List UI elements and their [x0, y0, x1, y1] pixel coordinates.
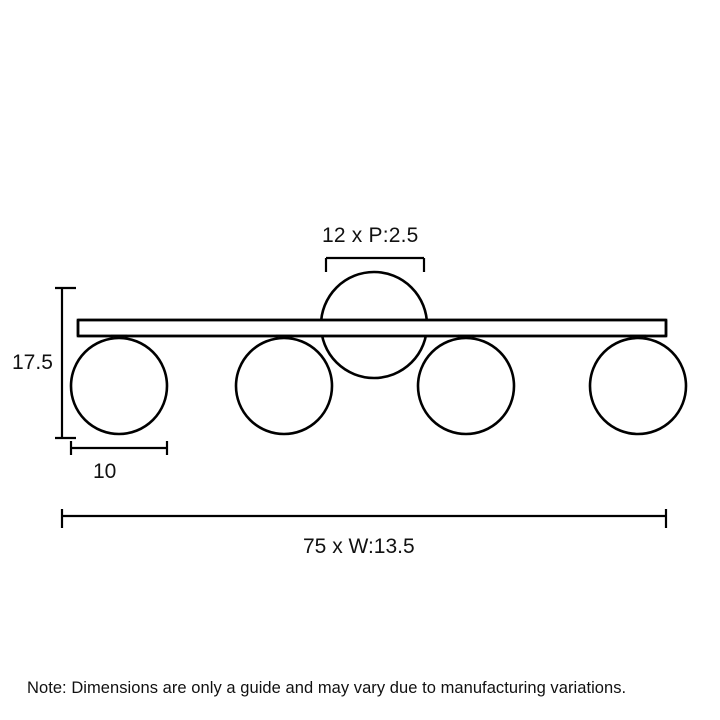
overall-width-label: 75 x W:13.5 [303, 535, 415, 558]
spacing-dimension-label: 12 x P:2.5 [322, 224, 419, 247]
dimensions-note: Note: Dimensions are only a guide and may vary due to manufacturing variations. [27, 679, 627, 697]
globe-diameter-dimension [71, 441, 167, 455]
mounting-bar [78, 320, 666, 336]
globe-diameter-label: 10 [93, 460, 117, 483]
globe-stems [112, 336, 645, 350]
globe-shades [71, 338, 686, 434]
height-dimension-label: 17.5 [12, 351, 53, 374]
height-dimension [55, 288, 76, 438]
top-dimension-bracket [326, 258, 424, 272]
overall-width-dimension [62, 509, 666, 528]
